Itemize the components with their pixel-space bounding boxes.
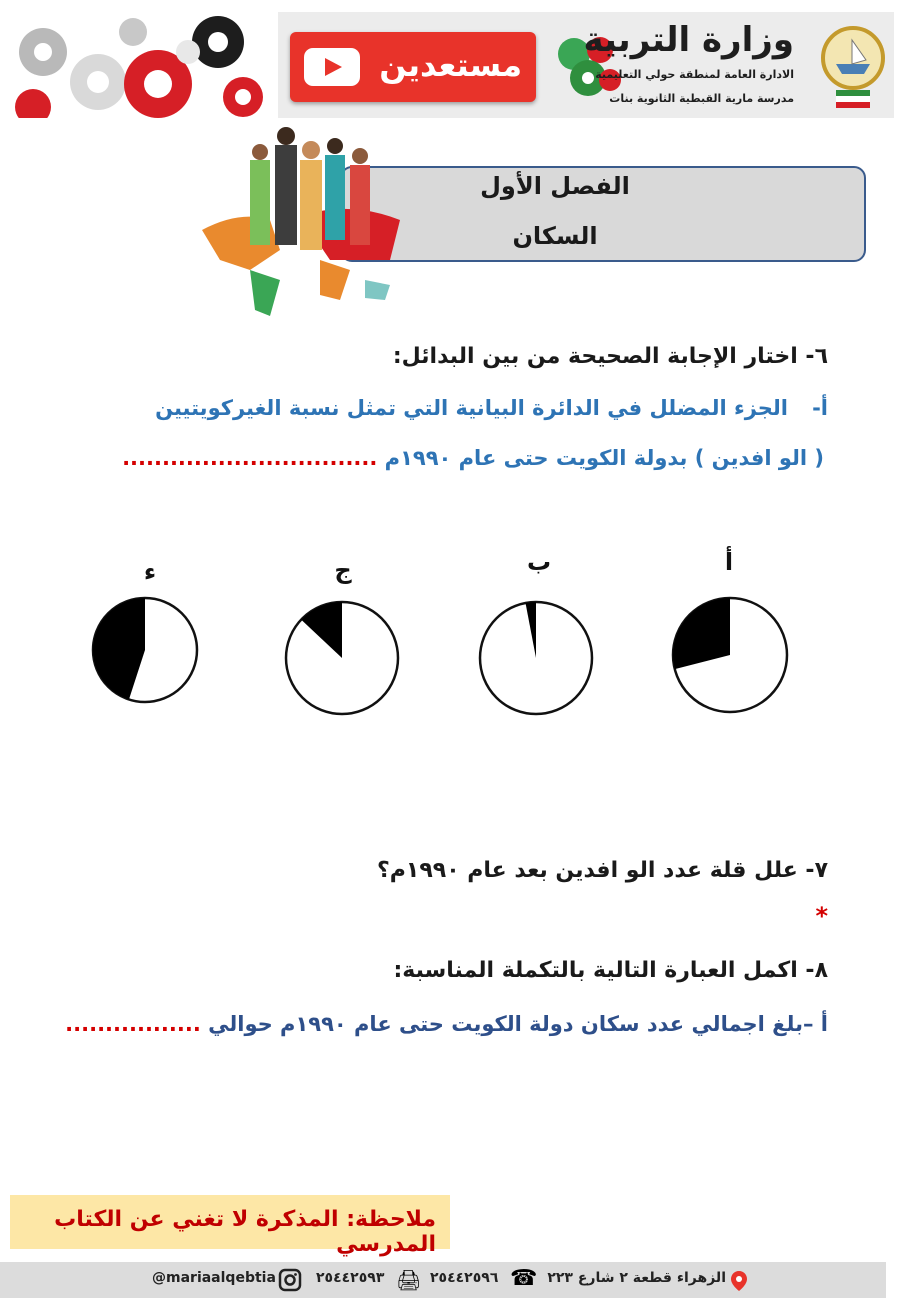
q6-sub-a-line2: ( الو افدين ) بدولة الكويت حتى عام ١٩٩٠م	[384, 446, 824, 470]
q6-prompt: ٦- اختار الإجابة الصحيحة من بين البدائل:	[392, 344, 828, 369]
note-text: ملاحظة: المذكرة لا تغني عن الكتاب المدرسي	[54, 1207, 436, 1257]
fax-icon: 🖨	[396, 1268, 422, 1292]
q8-answer-dots: .................	[65, 1012, 201, 1036]
school-name: مدرسة مارية القبطية الثانوية بنات	[609, 92, 794, 105]
footer-fax: ٢٥٤٤٢٥٩٣	[316, 1270, 385, 1286]
population-illustration	[200, 120, 410, 316]
gears-illustration	[8, 12, 278, 118]
pie-charts	[0, 570, 900, 730]
admin-name: الادارة العامة لمنطقة حولي التعليمية	[595, 68, 794, 81]
q6-answer-dots: ................................	[122, 446, 378, 470]
pie-label-b: ب	[526, 548, 552, 576]
q6-sub-a-line2-wrap	[122, 446, 824, 470]
instagram-icon	[278, 1268, 302, 1292]
chapter-title: الفصل الأول	[480, 172, 630, 200]
play-icon	[304, 48, 360, 86]
pie-chart-b[interactable]	[480, 602, 592, 714]
q6-sub-a-letter: أ-	[812, 396, 828, 420]
ready-button-label: مستعدين	[379, 46, 522, 84]
pie-label-a: أ	[724, 548, 734, 576]
note-box	[10, 1195, 450, 1257]
footer-address: الزهراء قطعة ٢ شارع ٢٢٣	[547, 1270, 726, 1286]
chapter-subtitle: السكان	[512, 222, 598, 250]
pie-chart-c[interactable]	[286, 602, 398, 714]
ready-button[interactable]	[290, 32, 536, 102]
q7-prompt: ٧- علل قلة عدد الو افدين بعد عام ١٩٩٠م؟	[377, 858, 828, 883]
phone-icon: ☎	[510, 1266, 538, 1291]
location-pin-icon	[730, 1270, 748, 1292]
q8-prompt: ٨- اكمل العبارة التالية بالتكملة المناسبة:	[393, 958, 828, 983]
pie-chart-d[interactable]	[93, 598, 197, 702]
footer-instagram[interactable]: @mariaalqebtia	[152, 1270, 276, 1286]
q8-sub-a-wrap	[65, 1012, 828, 1036]
q6-sub-a-line1: الجزء المضلل في الدائرة البيانية التي تمثل نسبة الغيركويتيين	[155, 396, 788, 420]
q7-answer-bullet: *	[815, 902, 828, 930]
pie-label-c: ج	[334, 556, 352, 584]
q8-sub-a: أ –بلغ اجمالي عدد سكان دولة الكويت حتى عام ١٩٩٠م حوالي	[208, 1012, 828, 1036]
header-banner	[8, 12, 894, 118]
pie-label-d: ء	[143, 558, 157, 586]
pie-chart-a[interactable]	[673, 598, 787, 712]
ministry-title: وزارة التربية	[583, 20, 794, 60]
footer-phone: ٢٥٤٤٢٥٩٦	[430, 1270, 499, 1286]
kuwait-emblem-icon	[818, 20, 888, 112]
footer-bar	[0, 1262, 886, 1298]
